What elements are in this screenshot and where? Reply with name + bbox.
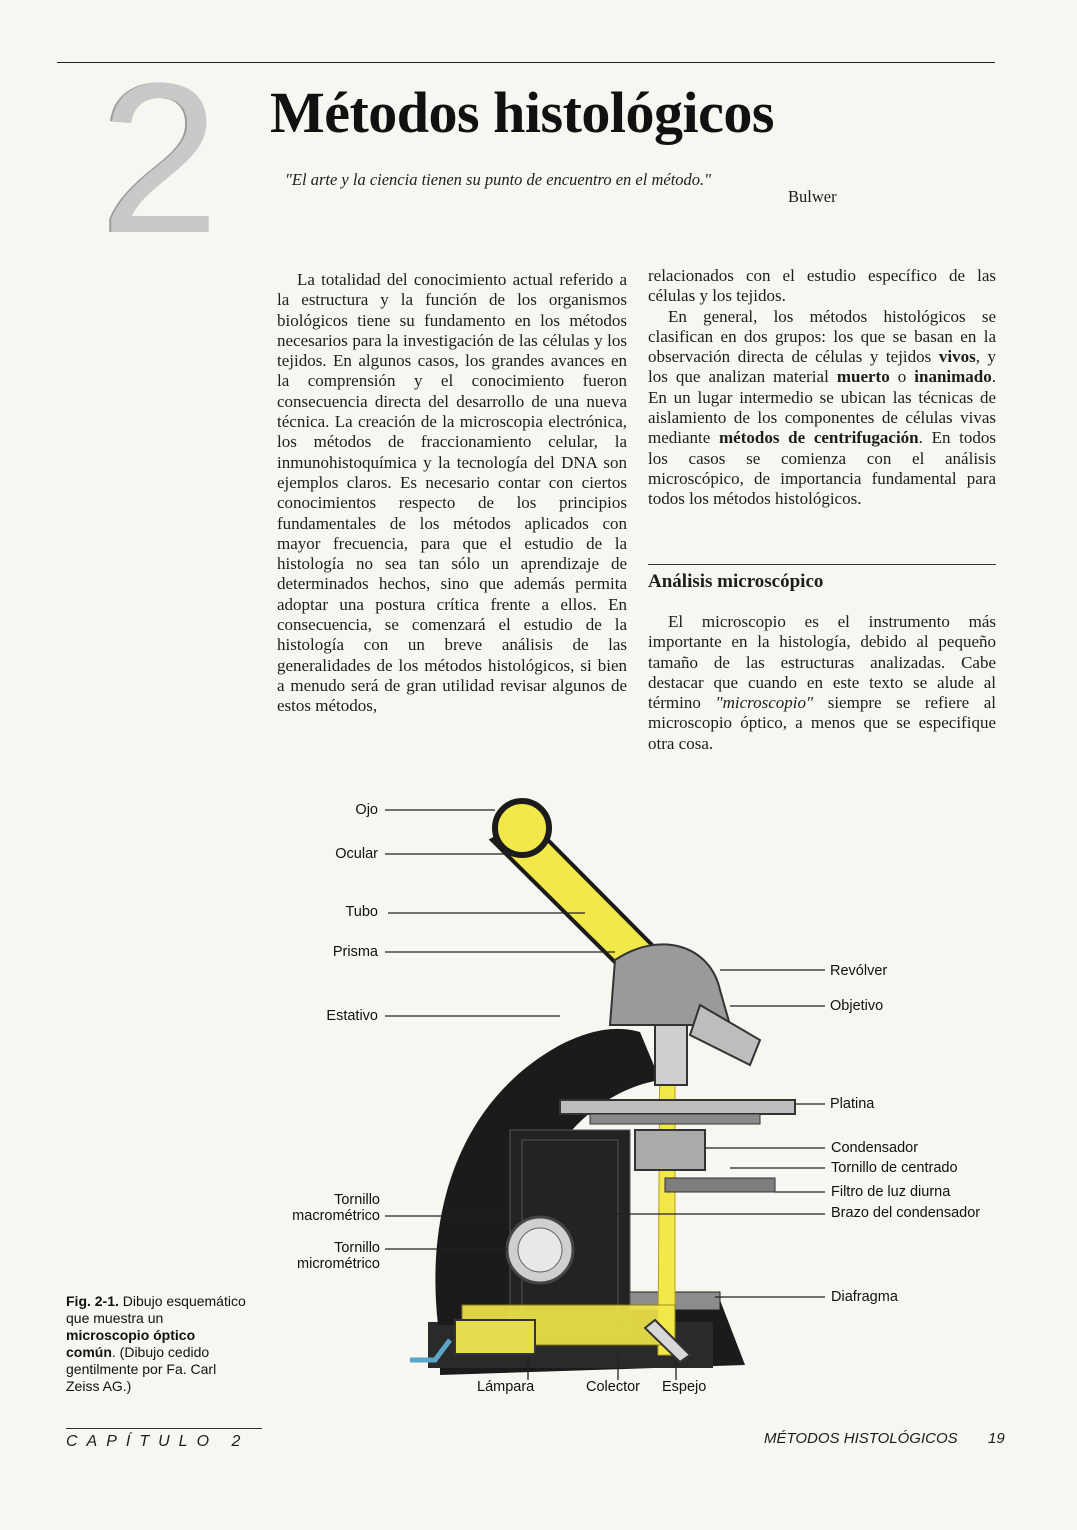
bold-term-inanimado: inanimado xyxy=(914,367,992,387)
label-brazo: Brazo del condensador xyxy=(831,1205,981,1221)
footer-running-title: MÉTODOS HISTOLÓGICOS xyxy=(764,1430,958,1447)
page-number: 19 xyxy=(988,1430,1005,1447)
caption-fig-number: Fig. 2-1. xyxy=(66,1293,119,1309)
text-run: . En un lugar intermedio se ubican las técnicas de aislamiento de los componentes de células vivas mediante xyxy=(648,367,996,448)
text-column-left xyxy=(277,270,627,717)
section-rule xyxy=(648,564,996,565)
paragraph-intro: La totalidad del conocimiento actual referido a la estructura y la función de los organismos biológicos tiene su fundamento en los métodos necesarios para la investigación de las células y los tejidos. En algunos casos, los grandes avances en la comprensión y el conocimiento fueron consecuencia directa del desarrollo de una nueva técnica. La creación de la microscopia electrónica, los métodos de fraccionamiento celular, la inmunohistoquímica y la tecnología del DNA son ejemplos claros. Es necesario contar con ciertos conocimientos respecto de los principios fundamentales de los métodos aplicados con mayor frecuencia, para que el estudio de la histología no sea tan sólo un aprendizaje de determinados hechos, sino que además permita adoptar una postura crítica frente a ellos. En consecuencia, se comenzará el estudio de la histología con un breve análisis de las generalidades de los métodos histológicos, si bien a menudo será de gran utilidad revisar algunos de estos métodos, xyxy=(277,270,627,716)
footer-chapter: CAPÍTULO 2 xyxy=(66,1433,250,1450)
text-run: En general, los métodos histológicos se clasifican en dos grupos: los que se basan en la observación directa de células y tejidos xyxy=(648,306,996,367)
paragraph-classification xyxy=(648,307,996,510)
condenser xyxy=(635,1130,705,1170)
caption-text: Dibujo esquemático que muestra un xyxy=(66,1293,246,1326)
label-condensador: Condensador xyxy=(831,1140,919,1156)
epigraph-quote: "El arte y la ciencia tienen su punto de encuentro en el método." xyxy=(285,170,712,189)
bold-term-muerto: muerto xyxy=(836,367,890,387)
text-run: . En todos los casos se comienza con el análisis microscópico, de importancia fundamental para todos los métodos histológicos. xyxy=(648,428,996,509)
text-column-right-bottom xyxy=(648,612,996,754)
text-run: siempre se refiere al microscopio óptico, a menos que se especifique otra cosa. xyxy=(648,693,996,753)
label-objetivo: Objetivo xyxy=(830,998,884,1014)
label-ocular: Ocular xyxy=(335,846,378,862)
bold-term-centrifugacion: métodos de centrifugación xyxy=(719,428,919,448)
microscope-figure xyxy=(260,780,1020,1420)
label-estativo: Estativo xyxy=(326,1008,378,1024)
lamp xyxy=(455,1320,535,1354)
label-tornillo-micro-1: Tornillo xyxy=(334,1240,380,1256)
stage xyxy=(560,1100,795,1114)
italic-term-microscopio: "microscopio" xyxy=(715,693,814,713)
eye-lens xyxy=(495,801,549,855)
section-heading: Análisis microscópico xyxy=(648,571,824,592)
label-ojo: Ojo xyxy=(355,802,378,818)
text-run: El microscopio es el instrumento más importante en la histología, debido al pequeño tamaño de las estructuras analizadas. Cabe destacar que cuando en este texto se alude al término xyxy=(648,612,996,713)
text-run: o xyxy=(889,367,915,387)
label-tornillo-centrado: Tornillo de centrado xyxy=(831,1160,958,1176)
caption-text: . (Dibujo cedido gentilmente por Fa. Carl Zeiss AG.) xyxy=(66,1344,217,1394)
label-tornillo-micro-2: micrométrico xyxy=(297,1256,380,1272)
label-revolver: Revólver xyxy=(830,963,888,979)
paragraph-microscope xyxy=(648,612,996,754)
label-diafragma: Diafragma xyxy=(831,1289,898,1305)
microscope-drawing xyxy=(260,780,1020,1420)
label-prisma: Prisma xyxy=(332,944,378,960)
epigraph-author: Bulwer xyxy=(788,187,837,206)
chapter-title: Métodos histológicos xyxy=(270,80,774,145)
label-tornillo-macro-2: macrométrico xyxy=(292,1208,380,1224)
figure-caption xyxy=(66,1293,248,1395)
label-lampara: Lámpara xyxy=(477,1379,535,1395)
caption-bold: microscopio óptico común xyxy=(66,1327,196,1360)
paragraph-continuation: relacionados con el estudio específico de las células y los tejidos. xyxy=(648,266,996,306)
label-espejo: Espejo xyxy=(662,1379,707,1395)
text-column-right-top xyxy=(648,266,996,510)
bold-term-vivos: vivos xyxy=(938,347,976,367)
text-run: , y los que analizan material xyxy=(648,347,996,387)
label-filtro: Filtro de luz diurna xyxy=(831,1184,951,1200)
footer-rule xyxy=(66,1428,262,1429)
label-colector: Colector xyxy=(586,1379,640,1395)
label-tornillo-macro-1: Tornillo xyxy=(334,1192,380,1208)
label-platina: Platina xyxy=(830,1096,875,1112)
objective xyxy=(655,1025,687,1085)
chapter-number: 2 xyxy=(100,39,220,278)
label-tubo: Tubo xyxy=(345,904,378,920)
